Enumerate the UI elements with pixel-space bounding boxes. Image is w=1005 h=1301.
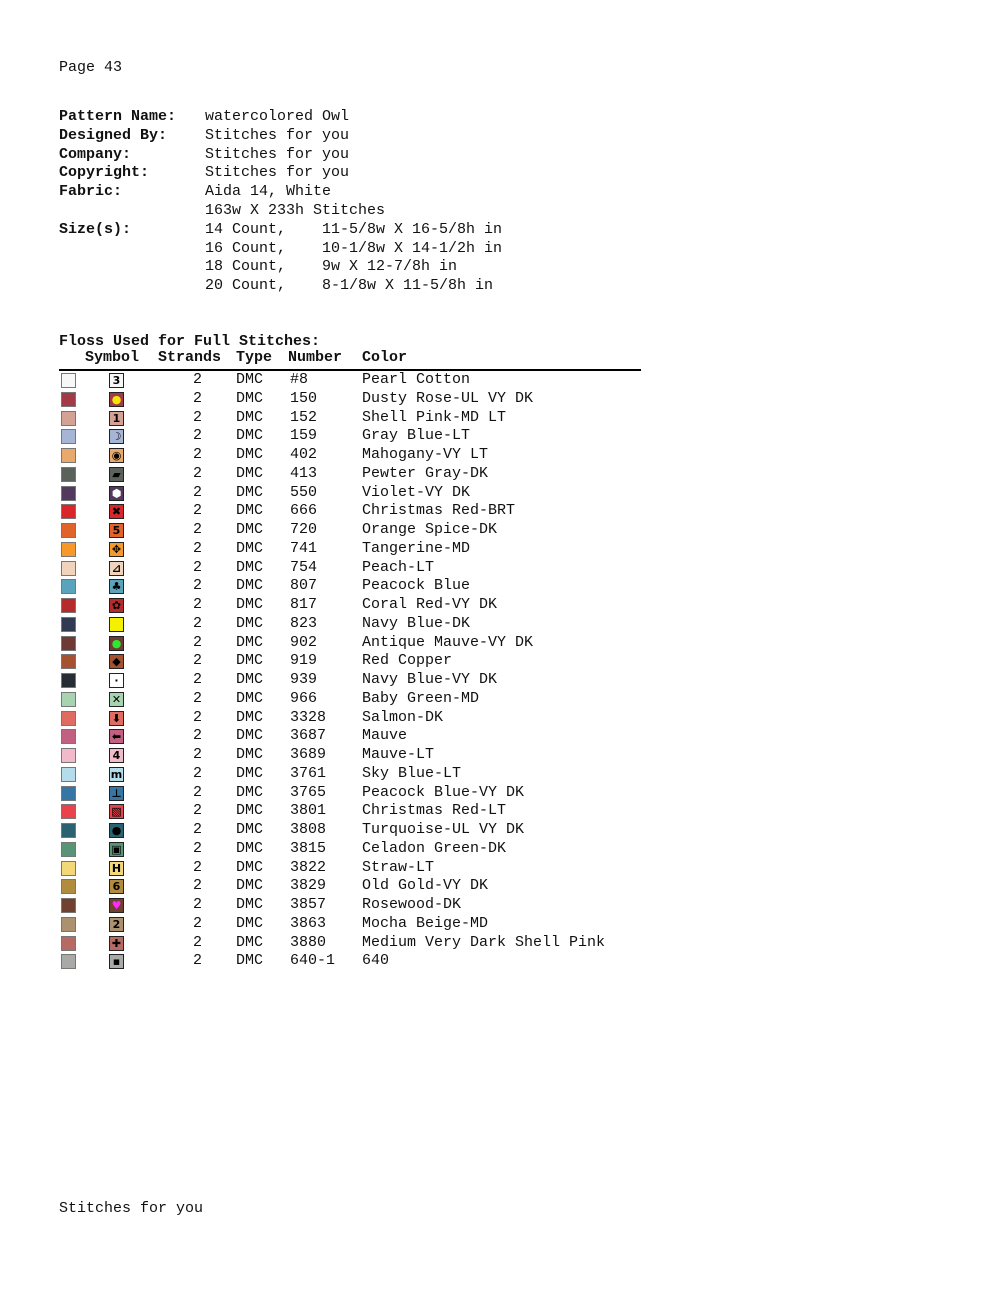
number: 666 [290, 502, 318, 520]
symbol-icon: 3 [109, 373, 124, 388]
type: DMC [236, 614, 264, 632]
symbol-icon: 4 [109, 748, 124, 763]
color-swatch [61, 411, 76, 426]
color-name: Tangerine-MD [362, 539, 471, 557]
color-name: Mahogany-VY LT [362, 446, 489, 463]
table-row [0, 915, 700, 934]
number: 413 [290, 464, 318, 482]
symbol-icon: 6 [109, 879, 124, 894]
strands: 2 [193, 746, 203, 763]
color-swatch [61, 523, 76, 538]
number: 3880 [290, 933, 327, 951]
symbol-icon: ⊿ [109, 561, 124, 576]
table-row [0, 952, 700, 971]
strands: 2 [193, 371, 203, 388]
color-swatch [61, 823, 76, 838]
type: DMC [236, 783, 264, 801]
type: DMC [236, 933, 264, 951]
color-swatch [61, 936, 76, 951]
symbol-icon: ◉ [109, 448, 124, 463]
number: 823 [290, 614, 318, 632]
strands: 2 [193, 633, 203, 651]
color-name: Baby Green-MD [362, 689, 480, 707]
symbol-icon: ✖ [109, 504, 124, 519]
strands: 2 [193, 933, 203, 951]
strands: 2 [193, 614, 203, 632]
info-label: Company: [59, 145, 132, 163]
info-label: Pattern Name: [59, 108, 177, 125]
type: DMC [236, 708, 264, 726]
table-row [0, 427, 700, 446]
color-name: Peach-LT [362, 558, 435, 576]
info-value: Aida 14, White [205, 183, 332, 201]
color-swatch [61, 504, 76, 519]
color-name: Rosewood-DK [362, 896, 462, 913]
symbol-icon: 5 [109, 523, 124, 538]
color-swatch [61, 804, 76, 819]
table-row [0, 502, 700, 521]
strands: 2 [193, 671, 203, 688]
color-swatch [61, 542, 76, 557]
table-row [0, 559, 700, 578]
color-name: Salmon-DK [362, 708, 444, 726]
color-swatch [61, 898, 76, 913]
color-swatch [61, 692, 76, 707]
strands: 2 [193, 389, 203, 407]
table-row [0, 709, 700, 728]
table-row [0, 446, 700, 465]
symbol-icon: ✚ [109, 936, 124, 951]
strands: 2 [193, 821, 203, 838]
col-color: Color [362, 349, 408, 366]
color-name: Violet-VY DK [362, 483, 471, 501]
symbol-icon: ♥ [109, 898, 124, 913]
strands: 2 [193, 558, 203, 576]
color-swatch [61, 842, 76, 857]
symbol-icon: ◆ [109, 654, 124, 669]
number: 3822 [290, 858, 327, 876]
color-name: Turquoise-UL VY DK [362, 821, 525, 838]
symbol-icon: ▣ [109, 842, 124, 857]
color-swatch [61, 954, 76, 969]
type: DMC [236, 877, 264, 895]
table-row [0, 896, 700, 915]
symbol-icon: ▰ [109, 467, 124, 482]
table-row [0, 671, 700, 690]
number: 150 [290, 389, 318, 407]
page-number: Page 43 [59, 59, 123, 76]
strands: 2 [193, 914, 203, 932]
number: 807 [290, 577, 318, 595]
symbol-icon: ▪ [109, 954, 124, 969]
number: 3863 [290, 914, 327, 932]
number: 402 [290, 446, 318, 463]
number: 741 [290, 539, 318, 557]
col-number: Number [288, 349, 343, 366]
symbol-icon: ⬢ [109, 486, 124, 501]
color-name: Christmas Red-LT [362, 802, 507, 820]
color-swatch [61, 373, 76, 388]
symbol-icon: ● [109, 636, 124, 651]
strands: 2 [193, 952, 203, 970]
color-swatch [61, 392, 76, 407]
color-swatch [61, 429, 76, 444]
type: DMC [236, 521, 264, 538]
type: DMC [236, 539, 264, 557]
color-name: Shell Pink-MD LT [362, 408, 507, 426]
table-row [0, 596, 700, 615]
strands: 2 [193, 802, 203, 820]
type: DMC [236, 821, 264, 838]
symbol-icon: 2 [109, 917, 124, 932]
number: 939 [290, 671, 318, 688]
color-name: Antique Mauve-VY DK [362, 633, 534, 651]
strands: 2 [193, 858, 203, 876]
color-name: Pearl Cotton [362, 371, 471, 388]
symbol-icon: ▧ [109, 804, 124, 819]
type: DMC [236, 671, 264, 688]
type: DMC [236, 858, 264, 876]
strands: 2 [193, 689, 203, 707]
strands: 2 [193, 877, 203, 895]
info-label: Size(s): [59, 220, 132, 238]
strands: 2 [193, 502, 203, 520]
table-row [0, 727, 700, 746]
number: 902 [290, 633, 318, 651]
table-row [0, 746, 700, 765]
number: 550 [290, 483, 318, 501]
number: 3808 [290, 821, 327, 838]
info-label: Copyright: [59, 164, 150, 182]
number: 3765 [290, 783, 327, 801]
number: 3829 [290, 877, 327, 895]
symbol-icon: ● [109, 823, 124, 838]
table-row [0, 371, 700, 390]
table-row [0, 934, 700, 953]
strands: 2 [193, 652, 203, 670]
number: 3815 [290, 839, 327, 857]
color-swatch [61, 767, 76, 782]
table-row [0, 765, 700, 784]
type: DMC [236, 746, 264, 763]
color-swatch [61, 598, 76, 613]
number: 3801 [290, 802, 327, 820]
info-value: 18 Count, 9w X 12-7/8h in [205, 258, 458, 276]
color-name: Orange Spice-DK [362, 521, 498, 538]
info-label: Designed By: [59, 126, 168, 144]
color-swatch [61, 729, 76, 744]
color-name: Mauve [362, 727, 408, 745]
color-name: Navy Blue-DK [362, 614, 471, 632]
type: DMC [236, 633, 264, 651]
color-name: Sky Blue-LT [362, 764, 462, 782]
strands: 2 [193, 896, 203, 913]
type: DMC [236, 952, 264, 970]
info-value: Stitches for you [205, 164, 350, 182]
symbol-icon: ✕ [109, 692, 124, 707]
number: 152 [290, 408, 318, 426]
table-row [0, 484, 700, 503]
type: DMC [236, 802, 264, 820]
strands: 2 [193, 783, 203, 801]
type: DMC [236, 652, 264, 670]
table-row [0, 634, 700, 653]
number: 3689 [290, 746, 327, 763]
color-swatch [61, 617, 76, 632]
number: 817 [290, 596, 318, 613]
symbol-icon: ■ [109, 617, 124, 632]
table-row [0, 802, 700, 821]
color-name: Peacock Blue-VY DK [362, 783, 525, 801]
table-row [0, 577, 700, 596]
type: DMC [236, 764, 264, 782]
color-name: Christmas Red-BRT [362, 502, 516, 520]
table-row [0, 540, 700, 559]
number: 640-1 [290, 952, 336, 970]
color-name: Mocha Beige-MD [362, 914, 489, 932]
strands: 2 [193, 464, 203, 482]
color-swatch [61, 748, 76, 763]
strands: 2 [193, 446, 203, 463]
strands: 2 [193, 577, 203, 595]
type: DMC [236, 839, 264, 857]
type: DMC [236, 689, 264, 707]
info-value: watercolored Owl [205, 108, 350, 125]
color-name: Peacock Blue [362, 577, 471, 595]
table-row [0, 652, 700, 671]
color-swatch [61, 467, 76, 482]
symbol-icon: ✥ [109, 542, 124, 557]
color-name: Pewter Gray-DK [362, 464, 489, 482]
floss-title: Floss Used for Full Stitches: [59, 333, 321, 350]
info-value: Stitches for you [205, 126, 350, 144]
color-swatch [61, 673, 76, 688]
color-swatch [61, 711, 76, 726]
type: DMC [236, 371, 264, 388]
number: 966 [290, 689, 318, 707]
number: #8 [290, 371, 309, 388]
symbol-icon: ☽ [109, 429, 124, 444]
symbol-icon: ⬅ [109, 729, 124, 744]
strands: 2 [193, 727, 203, 745]
info-value: 16 Count, 10-1/8w X 14-1/2h in [205, 239, 503, 257]
type: DMC [236, 896, 264, 913]
type: DMC [236, 427, 264, 445]
symbol-icon: ⬇ [109, 711, 124, 726]
color-swatch [61, 636, 76, 651]
info-value: 20 Count, 8-1/8w X 11-5/8h in [205, 277, 494, 295]
table-row [0, 690, 700, 709]
color-swatch [61, 879, 76, 894]
type: DMC [236, 446, 264, 463]
number: 3687 [290, 727, 327, 745]
type: DMC [236, 389, 264, 407]
number: 159 [290, 427, 318, 445]
number: 919 [290, 652, 318, 670]
symbol-icon: m [110, 767, 123, 781]
number: 3328 [290, 708, 327, 726]
type: DMC [236, 408, 264, 426]
color-swatch [61, 917, 76, 932]
color-name: Celadon Green-DK [362, 839, 507, 857]
info-value: 163w X 233h Stitches [205, 202, 386, 219]
type: DMC [236, 483, 264, 501]
info-label: Fabric: [59, 183, 123, 201]
strands: 2 [193, 408, 203, 426]
strands: 2 [193, 521, 203, 538]
col-symbol: Symbol [85, 349, 140, 366]
color-name: 640 [362, 952, 390, 970]
strands: 2 [193, 764, 203, 782]
strands: 2 [193, 539, 203, 557]
symbol-icon: ● [109, 392, 124, 407]
type: DMC [236, 727, 264, 745]
symbol-icon: ✿ [109, 598, 124, 613]
color-swatch [61, 561, 76, 576]
strands: 2 [193, 839, 203, 857]
color-name: Dusty Rose-UL VY DK [362, 389, 534, 407]
footer-text: Stitches for you [59, 1200, 204, 1217]
symbol-icon: ⊥ [109, 786, 124, 801]
strands: 2 [193, 483, 203, 501]
strands: 2 [193, 427, 203, 445]
strands: 2 [193, 708, 203, 726]
symbol-icon: · [109, 673, 124, 688]
color-name: Navy Blue-VY DK [362, 671, 498, 688]
info-value: 14 Count, 11-5/8w X 16-5/8h in [205, 220, 503, 238]
type: DMC [236, 577, 264, 595]
col-type: Type [236, 349, 273, 366]
symbol-icon: 1 [109, 411, 124, 426]
color-swatch [61, 579, 76, 594]
color-swatch [61, 486, 76, 501]
table-row [0, 465, 700, 484]
color-swatch [61, 654, 76, 669]
color-name: Old Gold-VY DK [362, 877, 489, 895]
number: 3857 [290, 896, 327, 913]
number: 720 [290, 521, 318, 538]
table-row [0, 821, 700, 840]
color-name: Coral Red-VY DK [362, 596, 498, 613]
color-name: Medium Very Dark Shell Pink [362, 933, 606, 951]
type: DMC [236, 502, 264, 520]
symbol-icon: H [109, 861, 124, 876]
table-row [0, 390, 700, 409]
color-swatch [61, 448, 76, 463]
color-name: Mauve-LT [362, 746, 435, 763]
color-name: Red Copper [362, 652, 453, 670]
table-row [0, 859, 700, 878]
table-row [0, 615, 700, 634]
number: 754 [290, 558, 318, 576]
type: DMC [236, 558, 264, 576]
type: DMC [236, 596, 264, 613]
col-strands: Strands [158, 349, 222, 366]
info-value: Stitches for you [205, 145, 350, 163]
color-swatch [61, 786, 76, 801]
table-row [0, 784, 700, 803]
symbol-icon: ♣ [109, 579, 124, 594]
number: 3761 [290, 764, 327, 782]
table-row [0, 840, 700, 859]
color-swatch [61, 861, 76, 876]
table-row [0, 521, 700, 540]
table-row [0, 877, 700, 896]
table-row [0, 409, 700, 428]
type: DMC [236, 914, 264, 932]
color-name: Straw-LT [362, 858, 435, 876]
type: DMC [236, 464, 264, 482]
color-name: Gray Blue-LT [362, 427, 471, 445]
strands: 2 [193, 596, 203, 613]
